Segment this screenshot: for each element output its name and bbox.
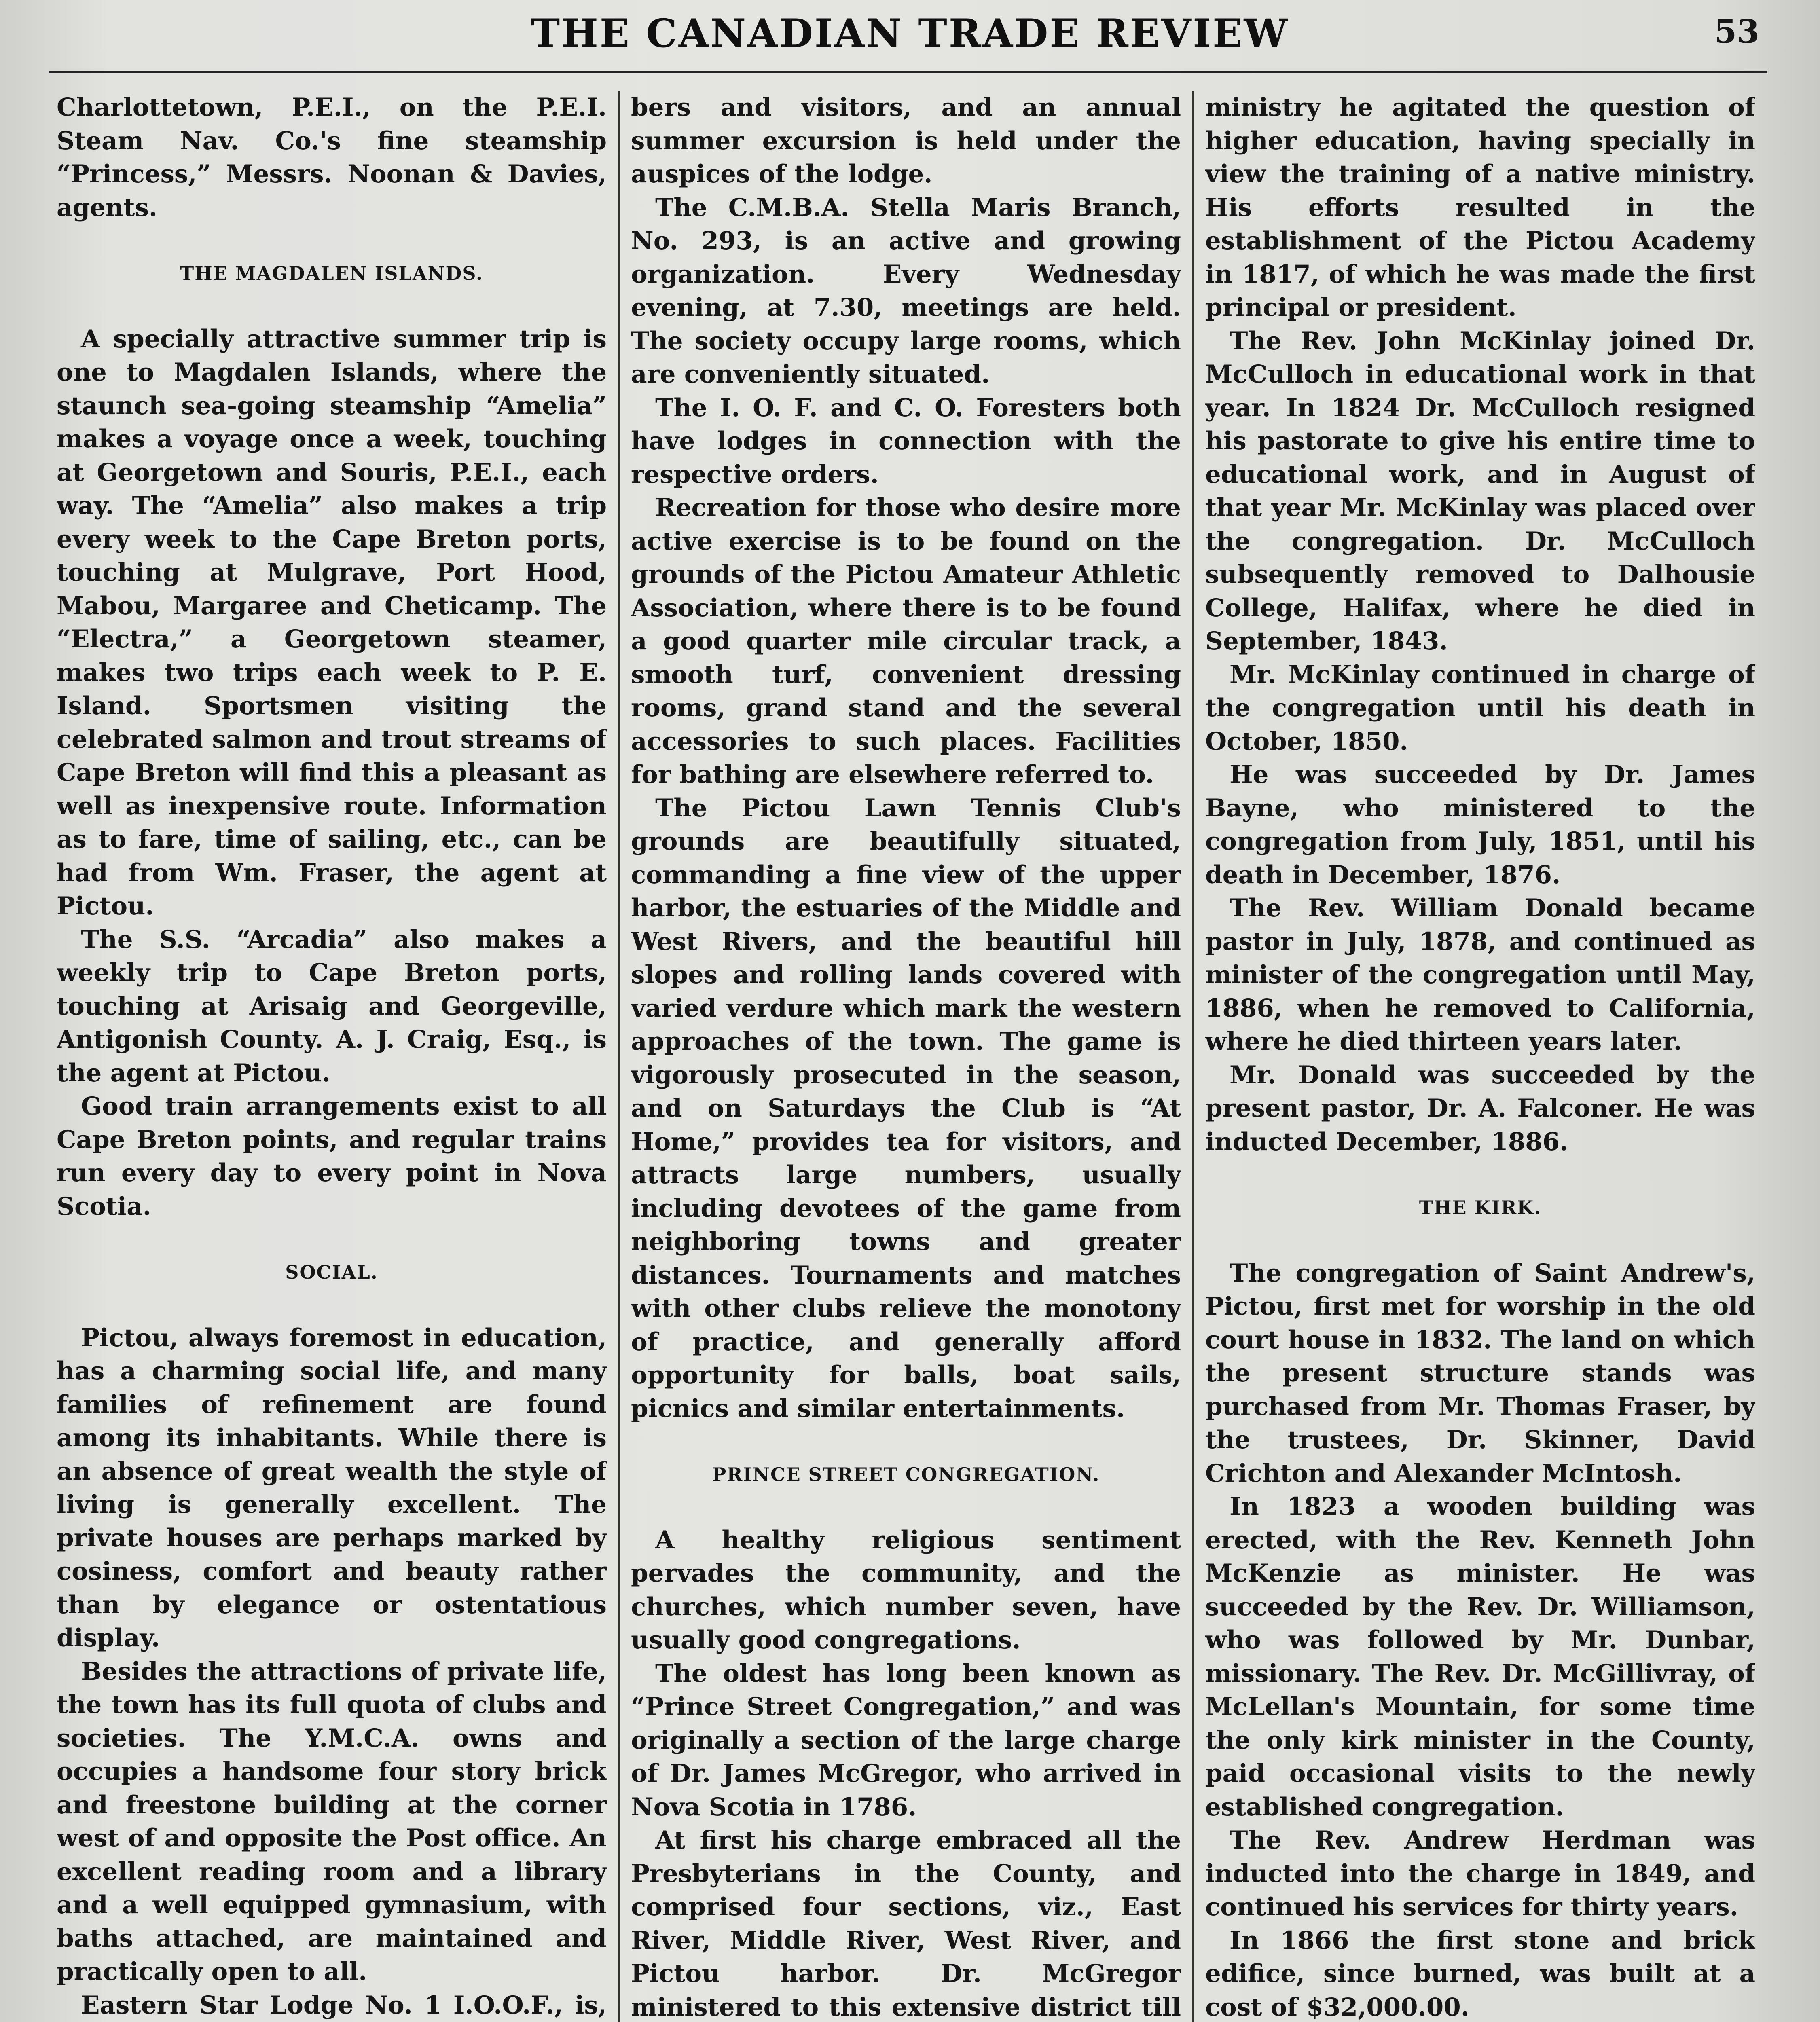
header-rule xyxy=(49,71,1767,73)
page-number: 53 xyxy=(1714,13,1759,51)
column-divider xyxy=(618,91,620,2022)
paragraph: In 1823 a wooden building was erected, with the Rev. Kenneth John McKenzie as minister. He was succeeded by the Rev. Dr. Williamson, who was followed by Mr. Dunbar, missionary. The Rev. Dr. McGillivray, of McLellan's Mountain, for some time the only kirk minister in the County, paid occasional visits to the newly established congregation. xyxy=(1205,1492,1755,1821)
column-2 xyxy=(631,91,1181,2022)
section-heading-social: SOCIAL. xyxy=(285,1261,378,1283)
paragraph: A healthy religious sentiment pervades the community, and the churches, which number seven, have usually good congregations. xyxy=(631,1525,1181,1654)
paragraph: A specially attractive summer trip is one to Magdalen Islands, where the staunch sea-going steamship “Amelia” makes a voyage once a week, touching at Georgetown and Souris, P.E.I., each way. The “Amelia” also makes a trip every week to the Cape Breton ports, touching at Mulgrave, Port Hood, Mabou, Margaree and Cheticamp. The “Electra,” a Georgetown steamer, makes two trips each week to P. E. Island. Sportsmen visiting the celebrated salmon and trout streams of Cape Breton will find this a pleasant as well as inexpensive route. Information as to fare, time of sailing, etc., can be had from Wm. Fraser, the agent at Pictou. xyxy=(57,324,607,920)
paragraph: The oldest has long been known as “Prince Street Congregation,” and was originally a section of the large charge of Dr. James McGregor, who arrived in Nova Scotia in 1786. xyxy=(631,1659,1181,1821)
paragraph: The C.M.B.A. Stella Maris Branch, No. 293, is an active and growing organization. Every Wednesday evening, at 7.30, meetings are held. The society occupy large rooms, which are conveniently situated. xyxy=(631,193,1181,389)
column-divider xyxy=(1192,91,1194,2022)
paragraph: Mr. Donald was succeeded by the present pastor, Dr. A. Falconer. He was inducted December, 1886. xyxy=(1205,1060,1755,1156)
paragraph: Recreation for those who desire more active exercise is to be found on the grounds of the Pictou Amateur Athletic Association, where there is to be found a good quarter mile circular track, a smooth turf, convenient dressing rooms, grand stand and the several accessories to such places. Facilities for bathing are elsewhere referred to. xyxy=(631,493,1181,789)
section-heading-magdalen-islands: THE MAGDALEN ISLANDS. xyxy=(180,262,483,284)
paragraph: The S.S. “Arcadia” also makes a weekly trip to Cape Breton ports, touching at Arisaig and Georgeville, Antigonish County. A. J. Craig, Esq., is the agent at Pictou. xyxy=(57,925,607,1087)
paragraph: Good train arrangements exist to all Cape Breton points, and regular trains run every day to every point in Nova Scotia. xyxy=(57,1092,607,1221)
page-header xyxy=(0,7,1820,60)
paragraph: In 1866 the first stone and brick edifice, since burned, was built at a cost of $32,000.00. xyxy=(1205,1926,1755,2022)
paragraph: The congregation of Saint Andrew's, Pictou, first met for worship in the old court house in 1832. The land on which the present structure stands was purchased from Mr. Thomas Fraser, by the trustees, Dr. Skinner, David Crichton and Alexander McIntosh. xyxy=(1205,1258,1755,1488)
paragraph: Besides the attractions of private life, the town has its full quota of clubs and societies. The Y.M.C.A. owns and occupies a handsome four story brick and freestone building at the corner west of and opposite the Post office. An excellent reading room and a library and a well equipped gymnasium, with baths attached, are maintained and practically open to all. xyxy=(57,1657,607,1986)
paragraph: The Rev. John McKinlay joined Dr. McCulloch in educational work in that year. In 1824 Dr. McCulloch resigned his pastorate to give his entire time to educational work, and in August of that year Mr. McKinlay was placed over the congregation. Dr. McCulloch subsequently removed to Dalhousie College, Halifax, where he died in September, 1843. xyxy=(1205,326,1755,656)
section-heading-prince-street-congregation: PRINCE STREET CONGREGATION. xyxy=(712,1464,1100,1485)
masthead-title: THE CANADIAN TRADE REVIEW xyxy=(531,11,1289,56)
paragraph: The I. O. F. and C. O. Foresters both have lodges in connection with the respective orders. xyxy=(631,393,1181,489)
paragraph: At first his charge embraced all the Presbyterians in the County, and comprised four sections, viz., East River, Middle River, West River, and Pictou harbor. Dr. McGregor ministered to this extensive district till xyxy=(631,1826,1181,2022)
paragraph: The Pictou Lawn Tennis Club's grounds are beautifully situated, commanding a fine view of the upper harbor, the estuaries of the Middle and West Rivers, and the beautiful hill slopes and rolling lands covered with varied verdure which mark the western approaches of the town. The game is vigorously prosecuted in the season, and on Saturdays the Club is “At Home,” provides tea for visitors, and attracts large numbers, usually including devotees of the game from neighboring towns and greater distances. Tournaments and matches with other clubs relieve the monotony of practice, and generally afford opportunity for balls, boat sails, picnics and similar entertainments. xyxy=(631,793,1181,1423)
paragraph: The Rev. Andrew Herdman was inducted into the charge in 1849, and continued his services for thirty years. xyxy=(1205,1826,1755,1921)
paragraph: Eastern Star Lodge No. 1 I.O.O.F., is, xyxy=(81,1990,607,2020)
section-heading-the-kirk: THE KIRK. xyxy=(1419,1197,1542,1218)
paragraph: ministry he agitated the question of higher education, having specially in view the training of a native ministry. His efforts resulted in the establishment of the Pictou Academy in 1817, of which he was made the first principal or president. xyxy=(1205,93,1755,322)
column-1 xyxy=(57,91,607,2022)
paragraph: The Rev. William Donald became pastor in July, 1878, and continued as minister of the congregation until May, 1886, when he removed to California, where he died thirteen years later. xyxy=(1205,894,1755,1056)
paragraph: Mr. McKinlay continued in charge of the congregation until his death in October, 1850. xyxy=(1205,660,1755,756)
column-3 xyxy=(1205,91,1755,2022)
paragraph: bers and visitors, and an annual summer excursion is held under the auspices of the lodge. xyxy=(631,93,1181,188)
paragraph: He was succeeded by Dr. James Bayne, who ministered to the congregation from July, 1851, until his death in December, 1876. xyxy=(1205,760,1755,889)
paragraph: Pictou, always foremost in education, has a charming social life, and many families of refinement are found among its inhabitants. While there is an absence of great wealth the style of living is generally excellent. The private houses are perhaps marked by cosiness, comfort and beauty rather than by elegance or ostentatious display. xyxy=(57,1323,607,1652)
paragraph: Charlottetown, P.E.I., on the P.E.I. Steam Nav. Co.'s fine steamship “Princess,” Messrs. Noonan & Davies, agents. xyxy=(57,93,607,222)
